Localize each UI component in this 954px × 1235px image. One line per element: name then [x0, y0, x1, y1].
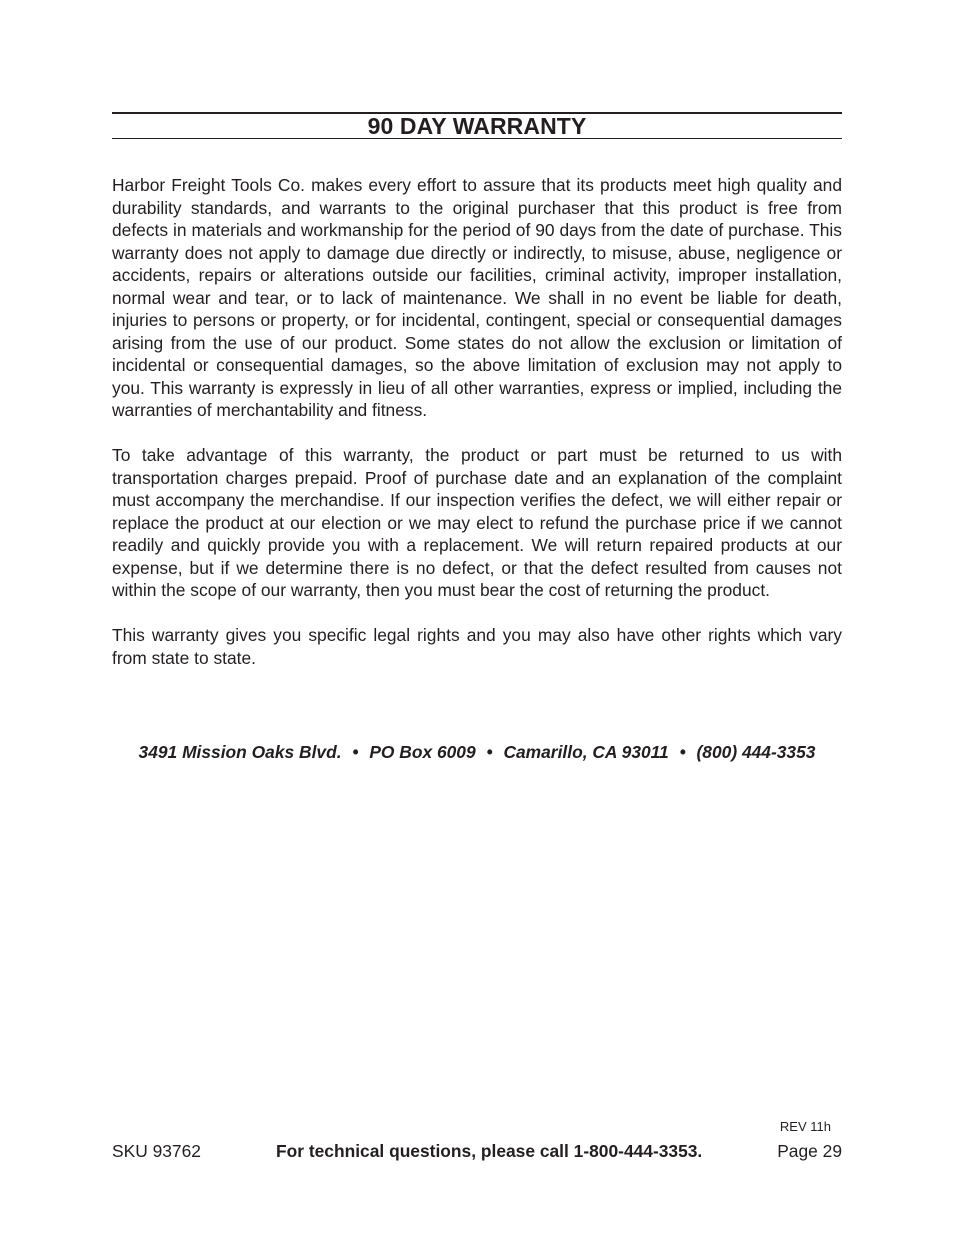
address-city: Camarillo, CA 93011: [503, 742, 669, 762]
revision-label: REV 11h: [779, 1119, 831, 1134]
page-footer: [112, 1139, 842, 1163]
warranty-body: [112, 174, 842, 692]
page-title: 90 DAY WARRANTY: [367, 113, 587, 139]
address-separator: •: [352, 742, 359, 762]
page-number: Page 29: [777, 1141, 842, 1161]
title-rule-block: [112, 112, 842, 139]
address-po-box: PO Box 6009: [369, 742, 476, 762]
tech-support-line: For technical questions, please call 1-800-444-3353.: [276, 1141, 703, 1161]
company-address: [112, 741, 842, 763]
address-separator: •: [486, 742, 493, 762]
sku-label: SKU 93762: [112, 1141, 201, 1161]
warranty-paragraph-claims: To take advantage of this warranty, the product or part must be returned to us with transportation charges prepaid. Proof of purchase date and an explanation of the complaint must accompany the merchandise. If our inspection verifies the defect, we will either repair or replace the product at our election or we may elect to refund the purchase price if we cannot readily and quickly provide you with a replacement. We will return repaired products at our expense, but if we determine there is no defect, or that the defect resulted from causes not within the scope of our warranty, then you must bear the cost of returning the product.: [112, 445, 842, 600]
warranty-paragraph-coverage: Harbor Freight Tools Co. makes every effort to assure that its products meet high quality and durability standards, and warrants to the original purchaser that this product is free from defects in materials and workmanship for the period of 90 days from the date of purchase. This warranty does not apply to damage due directly or indirectly, to misuse, abuse, negligence or accidents, repairs or alterations outside our facilities, criminal activity, improper installation, normal wear and tear, or to lack of maintenance. We shall in no event be liable for death, injuries to persons or property, or for incidental, contingent, special or consequential damages arising from the use of our product. Some states do not allow the exclusion or limitation of incidental or consequential damages, so the above limitation of exclusion may not apply to you. This warranty is expressly in lieu of all other warranties, express or implied, including the warranties of merchantability and fitness.: [112, 175, 842, 420]
address-phone: (800) 444-3353: [696, 742, 816, 762]
warranty-paragraph-rights: This warranty gives you specific legal rights and you may also have other rights which vary from state to state.: [112, 625, 842, 668]
address-street: 3491 Mission Oaks Blvd.: [138, 742, 342, 762]
address-separator: •: [679, 742, 686, 762]
document-page: [112, 0, 842, 1235]
